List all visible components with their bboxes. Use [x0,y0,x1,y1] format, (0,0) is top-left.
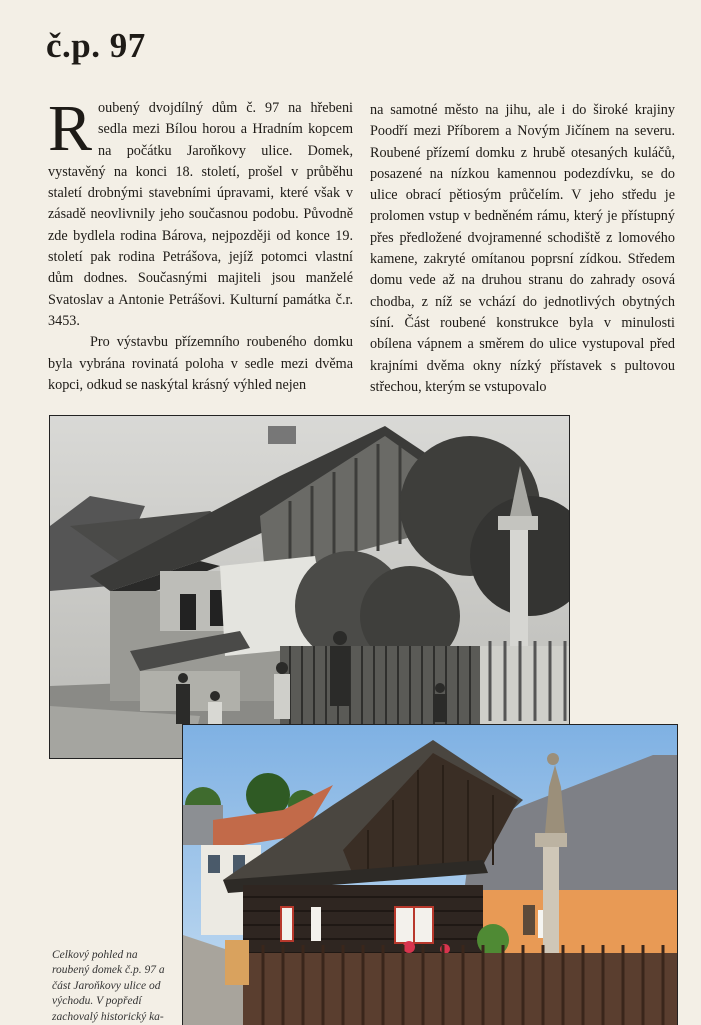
article-column-left [48,92,353,396]
modern-photo-illustration [183,725,677,1025]
article-paragraph-3: na samotné město na jihu, ale i do široké krajiny Poodří mezi Příborem a Novým Jičínem na severu. Roubené přízemí domku z hrubě otesaných kuláčů, posazené na nízkou kamennou podezdívku, se do ulice obrací pětiosým průčelím. V jeho středu je prolomen vstup v bedněném rámu, který je přístupný přes předložené dvojramenné schodiště z lomového kamene, zakryté omítanou poprsní zídkou. Středem domu vede až na druhou stranu do zahrady osová chodba, z níž se vchází do jednotlivých obytných síní. Část roubené konstrukce byla v minulosti obílena vápnem a směrem do ulice vystupoval před krajními dvěma okny nízký přístavek s pultovou střechou, kterým se vstupovalo [370,102,675,395]
drop-cap: R [48,92,93,165]
article-paragraph-1 [48,92,353,332]
photo-caption-text: Celkový pohled na roubený domek č.p. 97 a část Jaroňkovy ulice od východu. V popředí zachovalý historický ka- [52,949,165,1023]
page-title: č.p. 97 [46,26,146,65]
historical-photo-illustration [50,416,569,758]
article-column-right [370,100,675,398]
historical-photo [49,415,570,759]
photo-caption [52,948,170,1025]
article-paragraph-2: Pro výstavbu přízemního roubeného domku byla vybrána rovinatá poloha v sedle mezi dvěma kopci, odkud se naskýtal krásný výhled nejen [48,334,353,393]
modern-photo [182,724,678,1025]
article-paragraph-1-text: oubený dvojdílný dům č. 97 na hřebeni sedla mezi Bílou horou a Hradním kopcem na počátku Jaroňkovy ulice. Domek, vystavěný na konci 18. století, prošel v průběhu staletí drobnými stavebními úpravami, které však v zásadě neovlivnily jeho současnou podobu. Původně zde bydlela rodina Bárova, nejpozději od konce 19. století pak rodina Petrášova, jejíž potomci vlastní dům dodnes. Současnými majiteli jsou manželé Svatoslav a Antonie Petrášovi. Kulturní památka č.r. 3453. [48,100,353,329]
